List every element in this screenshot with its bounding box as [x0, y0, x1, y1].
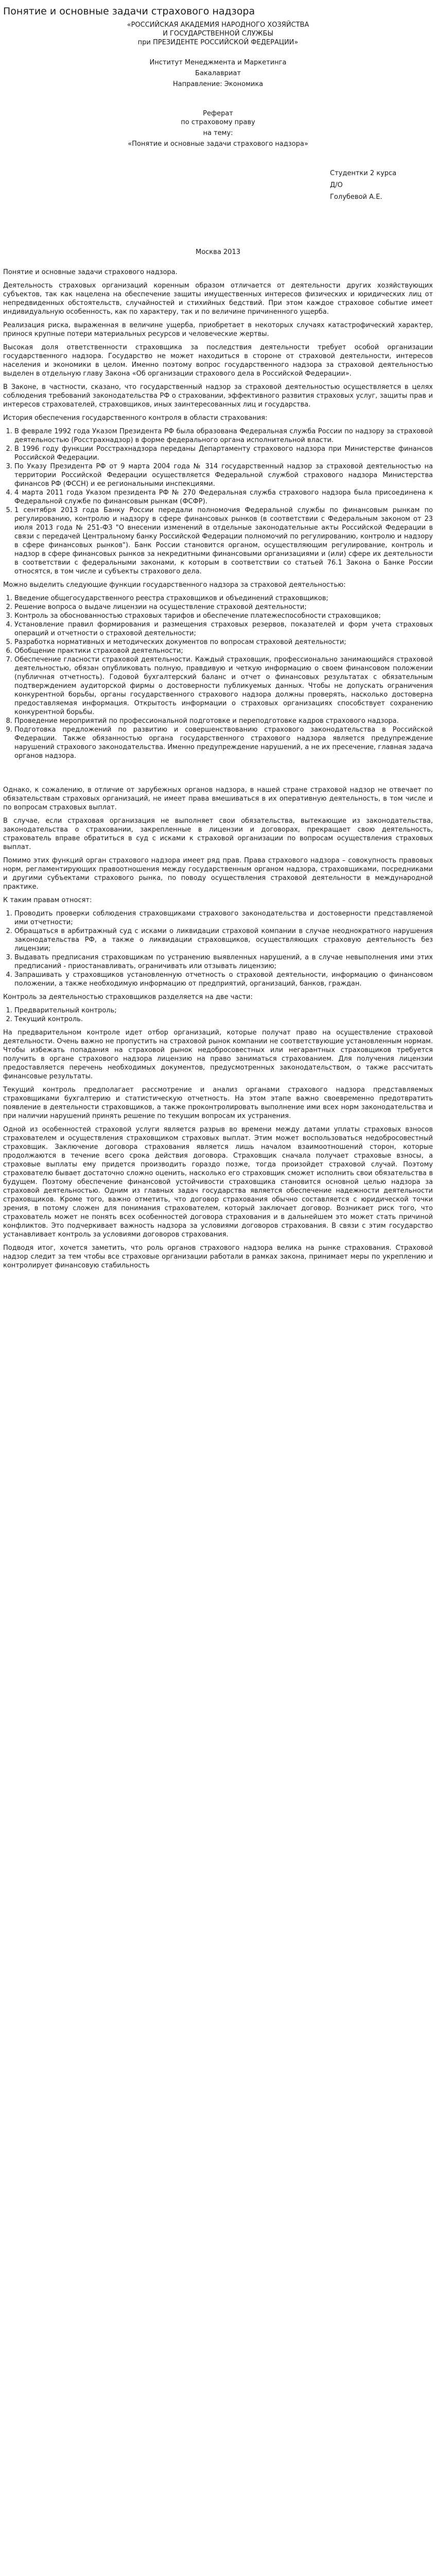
paragraph: Одной из особенностей страховой услуги является разрыв во времени между датами уплаты страховых взносов страхователем и осуществления страховщиком страховых выплат. Этим может воспользоваться недобросовестный страховщик. Заключение договора страхования является лишь началом взаимоотношений сторон, которые продолжаются в течение всего срока действия договора. Страховщик сначала получает страховые взносы, а страховые выплаты ему придется производить гораздо позже, тогда произойдет страховой случай. Поэтому страхователю бывает достаточно сложно оценить, насколько его страховщик сможет исполнить свои обязательства в будущем. Поэтому обеспечение финансовой устойчивости страховщика становится основной целью надзора за страховой деятельностью. Одним из главных задач государства является обеспечение надежности деятельности страховщиков. Кроме того, важно отметить, что договор страхования обычно составляется с юридической точки зрения, в потому сложен для понимания страхователем, который заключает договор. Возникает риск того, что страхователь может не понять всех особенностей договора страхования и в дальнейшем это может стать причиной конфликтов. Это подчеркивает важность надзора за условиями договоров страхования. В связи с этим государство устанавливает контроль за условиями договоров страхования.: [3, 1126, 433, 1239]
list-item: 5. Разработка нормативных и методических документов по вопросам страховой деятельности;: [14, 638, 433, 647]
control-intro: Контроль за деятельностью страховщиков разделяется на две части:: [3, 993, 253, 1001]
list-item: 3. По Указу Президента РФ от 9 марта 2004 года № 314 государственный надзор за страховой деятельностью на территории Российской Федерации осуществляется Федеральной службой страхового надзора Министерства финансов РФ (ФССН) и ее региональными инспекциями.: [14, 462, 433, 488]
paragraph: Помимо этих функций орган страхового надзора имеет ряд прав. Права страхового надзора – совокупность правовых норм, регламентирующих правоотношения между государственным органом надзора, страховщиками, посредниками и другими субъектами страхового рынка, по поводу осуществления страховой деятельности в международной практике.: [3, 857, 433, 891]
list-item: 1. В феврале 1992 года Указом Президента РФ была образована Федеральная служба России по надзору за страховой деятельностью (Росстрахнадзор) в форме федерального органа исполнительной власти.: [14, 427, 433, 445]
rights-list: [3, 909, 433, 988]
paragraph: Высокая доля ответственности страховщика за последствия деятельности требует особой организации государственного надзора. Государство не может находиться в стороне от страховой деятельности, интересов населения и экономики в целом. Именно поэтому вопрос государственного надзора за страховой деятельностью выделен в отдельную главу Закона «Об организации страхового дела в Российской Федерации».: [3, 344, 433, 378]
city-year: Москва 2013: [195, 248, 240, 256]
organization-header: [3, 21, 433, 47]
paragraph: Однако, к сожалению, в отличие от зарубежных органов надзора, в нашей стране страховой надзор не отвечает по обязательствам страховых организаций, не имеет права вмешиваться в их оперативную деятельность, в том числе и по вопросам страховых выплат.: [3, 786, 433, 811]
direction-label: Направление: Экономика: [172, 80, 264, 88]
work-type: Реферат: [203, 110, 233, 117]
student-course: Студентки 2 курса: [330, 170, 397, 177]
paragraph: Реализация риска, выраженная в величине ущерба, приобретает в некоторых случаях катастрофический характер, принося крупные потери материальных ресурсов и человеческие жертвы.: [3, 321, 433, 338]
history-list: [3, 427, 433, 576]
list-item: 4. 4 марта 2011 года Указом президента РФ № 270 Федеральная служба страхового надзора была присоединена к Федеральной службе по финансовым рынкам (ФСФР).: [14, 488, 433, 506]
paragraph: В Законе, в частности, сказано, что государственный надзор за страховой деятельностью осуществляется в целях соблюдения требований законодательства РФ о страховании, эффективного развития страховых услуг, защиты прав и интересов страхователей, страховщиков, иных заинтересованных лиц и государства.: [3, 383, 433, 409]
work-topic: «Понятие и основные задачи страхового надзора»: [128, 140, 308, 148]
paragraph: В случае, если страховая организация не выполняет свои обязательства, вытекающие из законодательства, законодательства о страховании, закрепленные в лицензии и договорах, прекращает свою деятельность, страхователь вправе обратиться в суд с исками к страховой организации по вопросам осуществления страховых выплат.: [3, 817, 433, 851]
control-list: [3, 1006, 433, 1024]
list-item: 7. Обеспечение гласности страховой деятельности. Каждый страховщик, профессионально занимающийся страховой деятельностью, обязан опубликовать полную, правдивую и четкую информацию о своем финансовом положении (публичная отчетность). Годовой бухгалтерский баланс и отчет о финансовых результатах с обязательным подтверждением аудиторской фирмы о достоверности публикуемых данных. Чтобы не допускать ограничения конкурентной борьбы, органы государственного страхового надзора должны проверять, насколько достоверна предоставляемая информация. Открытость информации о страховых организациях способствует сохранению конкурентной борьбы.: [14, 655, 433, 717]
list-item: 4. Установление правил формирования и размещения страховых резервов, показателей и форм учета страховых операций и отчетности о страховой деятельности;: [14, 620, 433, 638]
list-item: 4. Запрашивать у страховщиков установленную отчетность о страховой деятельности, информацию о финансовом положении, а также необходимую информацию от предприятий, организаций, банков, граждан.: [14, 971, 433, 988]
student-form: Д/О: [330, 181, 343, 189]
organization-line: И ГОСУДАРСТВЕННОЙ СЛУЖБЫ: [163, 30, 273, 38]
list-item: 5. 1 сентября 2013 года Банку России передали полномочия Федеральной службы по финансовым рынкам по регулированию, контролю и надзору в сфере финансовых рынков (в соответствии с Федеральным законом от 23 июля 2013 года № 251-ФЗ "О внесении изменений в отдельные законодательные акты Российской Федерации в связи с передачей Центральному банку Российской Федерации полномочий по регулированию, контролю и надзору в сфере финансовых рынков"). Банк России становится органом, осуществляющим регулирование, контроль и надзор в сфере финансовых рынков за некредитными финансовыми организациями и (или) сфере их деятельности в соответствии с федеральными законами, к которым в соответствии со статьей 76.1 Закона о Банке России относятся, в том числе и субъекты страхового дела.: [14, 506, 433, 576]
list-item: 2. Обращаться в арбитражный суд с исками о ликвидации страховой компании в случае неоднократного нарушения законодательства РФ, а также о ликвидации страховщиков, осуществляющих страховую деятельность без лицензии;: [14, 927, 433, 953]
institute-block: [3, 58, 433, 89]
paragraph: На предварительном контроле идет отбор организаций, которые получат право на осуществление страховой деятельности. Очень важно не пропустить на страховой рынок компании не соответствующие установленным нормам. Чтобы избежать попадания на страховой рынок недобросовестных или негарантных страховщиков требуется получить в органе страхового надзора лицензию на право заниматься страхованием. Для получения лицензии предоставляется перечень необходимых документов, предусмотренных законодательством, о также рассчитать финансовые результаты.: [3, 1029, 433, 1080]
paragraph: Текущий контроль предполагает рассмотрение и анализ органами страхового надзора представляемых страховщиками бухгалтерию и статистическую отчетность. На этом этапе важно своевременно предотвратить появление в деятельности страховщиков, а также проконтролировать выполнение ими всех норм законодательства и при наличии нарушений принять решение по текущим вопросам их устранения.: [3, 1086, 433, 1120]
list-item: 9. Подготовка предложений по развитию и совершенствованию страхового законодательства в Российской Федерации. Также обязанностью органа государственного страхового надзора является предупреждение нарушений страхового законодательства. Именно предупреждение нарушений, а не их пресечение, главная задача органов надзора.: [14, 725, 433, 760]
list-item: 1. Проводить проверки соблюдения страховщиками страхового законодательства и достоверности представляемой ими отчетности;: [14, 909, 433, 927]
degree-label: Бакалавриат: [195, 70, 241, 77]
paragraph: Деятельность страховых организаций коренным образом отличается от деятельности других хозяйствующих субъектов, так как нацелена на обеспечение защиты имущественных интересов физических и юридических лиц от непредвиденных обстоятельств, случайностей и стихийных бедствий. При этом каждое страховое событие имеет индивидуальную особенность, как по характеру, так и по величине причиненного ущерба.: [3, 282, 433, 316]
list-item: 1. Предварительный контроль;: [14, 1006, 433, 1015]
organization-line: «РОССИЙСКАЯ АКАДЕМИЯ НАРОДНОГО ХОЗЯЙСТВА: [127, 21, 309, 29]
topic-prefix: на тему:: [203, 129, 233, 137]
list-item: 2. Решение вопроса о выдаче лицензии на осуществление страховой деятельности;: [14, 603, 433, 612]
work-title-block: [3, 109, 433, 148]
student-name: Голубевой А.Е.: [330, 193, 382, 201]
work-subject: по страховому праву: [181, 118, 255, 126]
functions-intro: Можно выделить следующие функции государственного надзора за страховой деятельностью:: [3, 581, 346, 589]
list-item: 2. В 1996 году функции Росстрахнадзора переданы Департаменту страхового надзора при Министерстве финансов Российской Федерации.: [14, 445, 433, 462]
institute-name: Институт Менеджмента и Маркетинга: [149, 59, 287, 66]
list-item: 3. Контроль за обоснованностью страховых тарифов и обеспечение платежеспособности страховщиков;: [14, 612, 433, 620]
document-title: Понятие и основные задачи страхового надзора: [3, 6, 255, 17]
section-subtitle: Понятие и основные задачи страхового надзора.: [3, 268, 178, 276]
functions-list: [3, 594, 433, 760]
list-item: 2. Текущий контроль.: [14, 1015, 433, 1024]
organization-line: при ПРЕЗИДЕНТЕ РОССИЙСКОЙ ФЕДЕРАЦИИ»: [137, 39, 299, 46]
document-page: [0, 0, 436, 1285]
rights-intro: К таким правам относят:: [3, 896, 92, 904]
history-intro: История обеспечения государственного контроля в области страхования:: [3, 414, 268, 422]
student-block: [330, 169, 433, 201]
list-item: 1. Введение общегосударственного реестра страховщиков и объединений страховщиков;: [14, 594, 433, 603]
paragraph: Подводя итог, хочется заметить, что роль органов страхового надзора велика на рынке страхования. Страховой надзор следит за тем чтобы все страховые организации работали в рамках закона, принимает меры по укреплению и контролирует финансовую стабильность: [3, 1244, 433, 1269]
list-item: 3. Выдавать предписания страховщикам по устранению выявленных нарушений, а в случае невыполнения ими этих предписаний - приостанавливать, ограничивать или отзывать лицензию;: [14, 953, 433, 971]
list-item: 8. Проведение мероприятий по профессиональной подготовке и переподготовке кадров страхового надзора.: [14, 717, 433, 725]
list-item: 6. Обобщение практики страховой деятельности;: [14, 647, 433, 655]
